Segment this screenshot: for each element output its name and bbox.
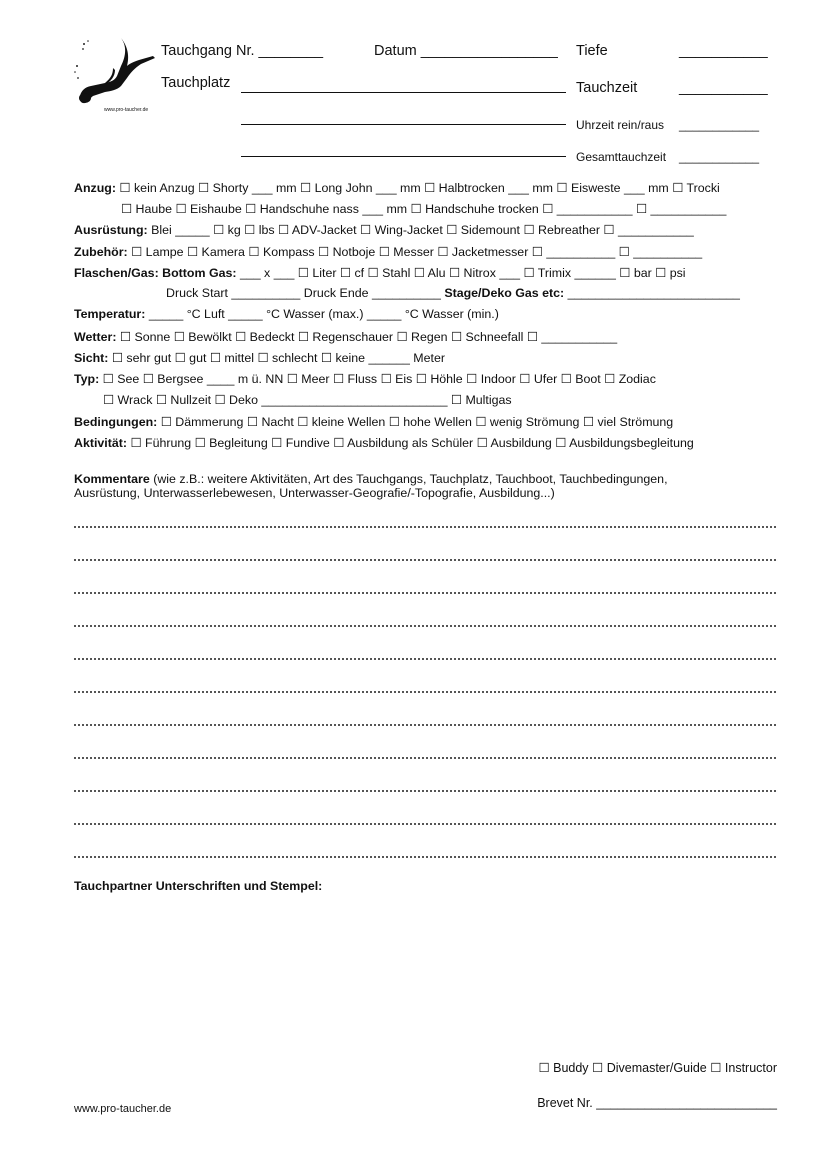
- comment-line[interactable]: [74, 790, 776, 792]
- tiefe-label: Tiefe: [576, 43, 608, 59]
- comment-line[interactable]: [74, 691, 776, 693]
- comment-line[interactable]: [74, 625, 776, 627]
- typ-row-2[interactable]: ☐ Wrack ☐ Nullzeit ☐ Deko ___________________________ ☐ Multigas: [103, 393, 512, 407]
- anzug-label: Anzug:: [74, 181, 116, 195]
- stage-label: Stage/Deko Gas etc:: [444, 286, 565, 300]
- zubehoer-label: Zubehör:: [74, 245, 128, 259]
- uhrzeit-field[interactable]: ____________: [679, 118, 760, 132]
- anzug-options[interactable]: ☐ kein Anzug ☐ Shorty ___ mm ☐ Long John ___ mm ☐ Halbtrocken ___ mm ☐ Eisweste ___ mm ☐ Trocki: [115, 181, 720, 195]
- logo-text: www.pro-taucher.de: [104, 107, 149, 113]
- ausruestung-options[interactable]: Blei _____ ☐ kg ☐ lbs ☐ ADV-Jacket ☐ Wing-Jacket ☐ Sidemount ☐ Rebreather ☐ ___________: [147, 223, 694, 237]
- flaschen-label: Flaschen/Gas: Bottom Gas:: [74, 266, 237, 280]
- druck-fields[interactable]: Druck Start __________ Druck Ende __________: [166, 286, 441, 300]
- aktivitaet-row: [74, 435, 694, 450]
- bedingungen-row: [74, 414, 673, 429]
- zubehoer-options[interactable]: ☐ Lampe ☐ Kamera ☐ Kompass ☐ Notboje ☐ Messer ☐ Jacketmesser ☐ __________ ☐ __________: [127, 245, 703, 259]
- typ-row: [74, 371, 656, 386]
- kommentare-label: Kommentare: [74, 472, 150, 486]
- flaschen-options[interactable]: ___ x ___ ☐ Liter ☐ cf ☐ Stahl ☐ Alu ☐ Nitrox ___ ☐ Trimix ______ ☐ bar ☐ psi: [236, 266, 686, 280]
- brevet-roles[interactable]: ☐ Buddy ☐ Divemaster/Guide ☐ Instructor: [538, 1061, 777, 1075]
- comment-line[interactable]: [74, 724, 776, 726]
- wetter-row: [74, 329, 617, 344]
- gesamttauchzeit-label: Gesamttauchzeit: [576, 150, 667, 164]
- comment-line[interactable]: [74, 856, 776, 858]
- comment-line[interactable]: [74, 757, 776, 759]
- kommentare-hint: (wie z.B.: weitere Aktivitäten, Art des Tauchgangs, Tauchplatz, Tauchboot, Tauchbedingungen,: [149, 472, 668, 486]
- brevet-nr-field[interactable]: Brevet Nr. __________________________: [537, 1096, 777, 1110]
- temperatur-fields[interactable]: _____ °C Luft _____ °C Wasser (max.) _____ °C Wasser (min.): [145, 307, 499, 321]
- comment-line[interactable]: [74, 592, 776, 594]
- diver-logo: [71, 36, 159, 121]
- comment-line[interactable]: [74, 559, 776, 561]
- tauchzeit-label: Tauchzeit: [576, 80, 638, 96]
- sicht-options[interactable]: ☐ sehr gut ☐ gut ☐ mittel ☐ schlecht ☐ keine ______ Meter: [108, 351, 445, 365]
- comment-line[interactable]: [74, 526, 776, 528]
- tauchzeit-field[interactable]: ___________: [679, 80, 768, 96]
- gesamttauchzeit-field[interactable]: ____________: [679, 150, 760, 164]
- tauchgang-nr-label: Tauchgang Nr. ________: [161, 43, 324, 59]
- uhrzeit-label: Uhrzeit rein/raus: [576, 118, 665, 132]
- temperatur-label: Temperatur:: [74, 307, 146, 321]
- ausruestung-label: Ausrüstung:: [74, 223, 148, 237]
- ausruestung-row: [74, 222, 694, 237]
- wetter-options[interactable]: ☐ Sonne ☐ Bewölkt ☐ Bedeckt ☐ Regenschauer ☐ Regen ☐ Schneefall ☐ ___________: [116, 330, 618, 344]
- aktivitaet-label: Aktivität:: [74, 436, 128, 450]
- datum-label: Datum _________________: [374, 43, 558, 59]
- comment-line[interactable]: [74, 823, 776, 825]
- stage-field[interactable]: _________________________: [564, 286, 740, 300]
- tauchplatz-field-line-2[interactable]: [241, 124, 566, 125]
- flaschen-row: [74, 265, 686, 280]
- bedingungen-options[interactable]: ☐ Dämmerung ☐ Nacht ☐ kleine Wellen ☐ hohe Wellen ☐ wenig Strömung ☐ viel Strömung: [157, 415, 674, 429]
- kommentare-hint-2: Ausrüstung, Unterwasserlebewesen, Unterwasser-Geografie/-Topografie, Ausbildung...): [74, 486, 555, 500]
- kommentare-heading: [74, 472, 668, 486]
- anzug-row-2[interactable]: ☐ Haube ☐ Eishaube ☐ Handschuhe nass ___ mm ☐ Handschuhe trocken ☐ ___________ ☐ ___________: [121, 202, 727, 216]
- tiefe-field[interactable]: ___________: [679, 43, 768, 59]
- comment-line[interactable]: [74, 658, 776, 660]
- sicht-row: [74, 350, 445, 365]
- druck-row: [166, 286, 740, 300]
- aktivitaet-options[interactable]: ☐ Führung ☐ Begleitung ☐ Fundive ☐ Ausbildung als Schüler ☐ Ausbildung ☐ Ausbildungsbegleitung: [127, 436, 694, 450]
- typ-label: Typ:: [74, 372, 100, 386]
- signatures-title: Tauchpartner Unterschriften und Stempel:: [74, 879, 323, 893]
- typ-options[interactable]: ☐ See ☐ Bergsee ____ m ü. NN ☐ Meer ☐ Fluss ☐ Eis ☐ Höhle ☐ Indoor ☐ Ufer ☐ Boot ☐ Zodiac: [99, 372, 656, 386]
- footer-url: www.pro-taucher.de: [74, 1103, 172, 1115]
- zubehoer-row: [74, 244, 702, 259]
- temperatur-row: [74, 307, 499, 321]
- wetter-label: Wetter:: [74, 330, 117, 344]
- anzug-row: [74, 180, 720, 195]
- sicht-label: Sicht:: [74, 351, 109, 365]
- tauchplatz-label: Tauchplatz: [161, 75, 231, 91]
- tauchplatz-field-line-3[interactable]: [241, 156, 566, 157]
- tauchplatz-field-line-1[interactable]: [241, 92, 566, 93]
- bedingungen-label: Bedingungen:: [74, 415, 158, 429]
